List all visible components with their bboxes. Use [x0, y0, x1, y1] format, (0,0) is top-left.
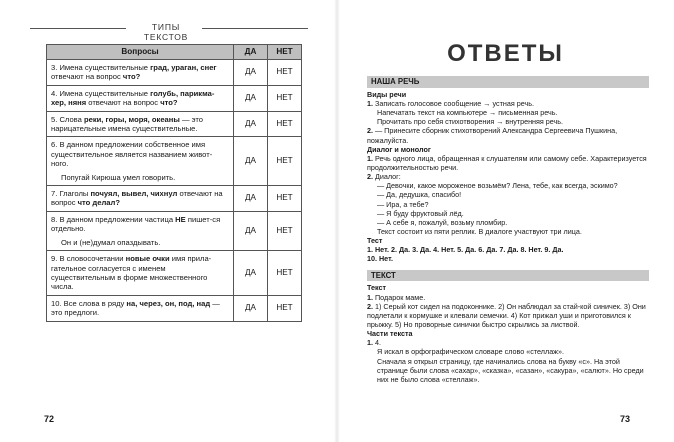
running-head-text: ТИПЫ ТЕКСТОВ [143, 22, 189, 42]
yes-option[interactable]: ДА [234, 60, 268, 86]
question-cell [47, 251, 234, 296]
question-keyword: голубь, парикма-хер, няня [51, 88, 215, 108]
question-fragment: имя прила-гательное согласуется с именем существительным в форме множественного числа. [51, 254, 212, 292]
question-fragment: 6. В данном предложении собственное имя существительное является названием живот-ного. [51, 140, 213, 169]
running-head-rule-left [30, 28, 126, 29]
answer-line [367, 99, 649, 108]
answer-text: Диалог: [373, 172, 401, 182]
table-row [47, 137, 302, 186]
question-keyword: что? [160, 98, 178, 108]
question-keyword: град, ураган, снег [150, 63, 217, 72]
answer-text: — А себе я, пожалуй, возьму пломбир. [377, 217, 508, 227]
answer-number: 1. [367, 99, 373, 109]
question-fragment: 5. Слова [51, 114, 84, 124]
answer-text: Я искал в орфографическом словаре слово «стеллаж». [377, 347, 564, 357]
answer-number: 1. [367, 292, 373, 302]
question-fragment: 3. Имена существительные [51, 63, 151, 72]
answer-text: — Я буду фруктовый лёд. [377, 208, 464, 218]
question-keyword: почуял, вывел, чихнул [90, 189, 178, 199]
question-cell [47, 85, 234, 111]
question-keyword: НЕ [175, 214, 186, 224]
table-row [47, 251, 302, 296]
answer-text: Речь одного лица, обращенная к слушателям или самому себе. Характеризуется продолжительностью речи. [367, 153, 647, 173]
question-keyword: новые очки [125, 254, 170, 264]
yes-option[interactable]: ДА [234, 295, 268, 321]
question-fragment: пишет-ся отдельно. [51, 214, 221, 234]
subheading-text: Текст [367, 283, 387, 293]
running-head-rule-right [202, 28, 308, 29]
answer-line [367, 154, 649, 172]
question-cell [47, 295, 234, 321]
questions-table [46, 44, 302, 322]
answer-number: 2. [367, 301, 373, 311]
question-fragment: отвечают на вопрос [51, 189, 223, 208]
table-header-row [47, 45, 302, 60]
answer-line [367, 126, 649, 144]
text-answers [367, 293, 649, 330]
answer-text: — Принесите сборник стихотворений Александра Сергеевича Пушкина, пожалуйста. [367, 126, 618, 145]
yes-option[interactable]: ДА [234, 85, 268, 111]
subheading-text-parts: Части текста [367, 329, 413, 339]
answer-line [367, 117, 649, 126]
question-text [51, 63, 229, 82]
page-number-right: 73 [619, 414, 630, 424]
answer-text: 1) Серый кот сидел на подоконнике. 2) Он наблюдал за стай-кой синичек. 3) Они подлетали к кормушке и клевали семечки. 4) Кот прижал уши и приготовился к прыжку. 5) Но проворные синички быстро скрылись за листвой. [367, 301, 646, 330]
question-fragment: 7. Глаголы [51, 189, 91, 199]
no-option[interactable]: НЕТ [268, 251, 302, 296]
question-fragment: 10. Все слова в ряду [51, 298, 127, 308]
dialogue-answers [367, 154, 649, 236]
table-row [47, 111, 302, 137]
question-example: Он и (не)думал опаздывать. [61, 237, 161, 247]
answer-line [367, 357, 649, 384]
table-row [47, 186, 302, 212]
answer-line [367, 190, 649, 199]
answer-number: 1. [367, 338, 373, 348]
answer-number: 1. [367, 153, 373, 163]
question-fragment: отвечают на вопрос [86, 98, 161, 108]
header-questions: Вопросы [47, 45, 234, 60]
question-text [51, 115, 229, 134]
answer-line [367, 227, 649, 236]
table-row [47, 295, 302, 321]
yes-option[interactable]: ДА [234, 186, 268, 212]
answer-text: Прочитать про себя стихотворения → внутренняя речь. [377, 117, 564, 127]
right-page [337, 0, 674, 442]
answer-text: — Ира, а тебе? [377, 199, 429, 209]
answer-line [367, 347, 649, 356]
question-keyword: что? [122, 72, 141, 82]
answer-text: 4. [373, 338, 381, 348]
answer-line [367, 209, 649, 218]
answer-text: Сначала я открыл страницу, где начинались слова на букву «с». На этой странице были слова «сахар», «сказка», «сазан», «сакура», «салют». Но среди них не было слова «стеллаж». [377, 356, 644, 384]
subheading-dialogue-monologue: Диалог и монолог [367, 144, 431, 154]
header-yes: ДА [234, 45, 268, 60]
section-heading-our-speech: НАША РЕЧЬ [367, 76, 649, 88]
question-text [51, 215, 229, 234]
answer-line [367, 181, 649, 190]
answer-line [367, 302, 649, 329]
yes-option[interactable]: ДА [234, 137, 268, 186]
question-cell [47, 186, 234, 212]
types-of-speech-answers [367, 99, 649, 145]
answer-text: Текст состоит из пяти реплик. В диалоге участвуют три лица. [377, 227, 582, 236]
questions-body [47, 60, 302, 322]
no-option[interactable]: НЕТ [268, 60, 302, 86]
question-fragment: отвечают на вопрос [51, 72, 123, 82]
answer-line [367, 338, 649, 347]
table-row [47, 211, 302, 250]
header-no: НЕТ [268, 45, 302, 60]
answers-title: ОТВЕТЫ [447, 40, 564, 67]
question-example: Попугай Кирюша умел говорить. [61, 172, 176, 182]
question-cell [47, 60, 234, 86]
yes-option[interactable]: ДА [234, 251, 268, 296]
answer-number: 2. [367, 172, 373, 182]
answer-line [367, 172, 649, 181]
question-fragment: — это предлоги. [51, 298, 220, 318]
test-answer-line: 1. Нет. 2. Да. 3. Да. 4. Нет. 5. Да. 6. Да. 7. Да. 8. Нет. 9. Да. [367, 245, 564, 255]
question-text [51, 89, 229, 108]
question-text [51, 299, 229, 318]
question-fragment: 9. В словосочетании [51, 254, 126, 264]
question-cell [47, 211, 234, 250]
no-option[interactable]: НЕТ [268, 111, 302, 137]
question-cell [47, 111, 234, 137]
question-fragment: 4. Имена существительные [51, 88, 151, 98]
answer-line [367, 218, 649, 227]
no-option[interactable]: НЕТ [268, 137, 302, 186]
subheading-test: Тест [367, 236, 383, 246]
text-parts-answers [367, 338, 649, 384]
answer-number: 2. [367, 126, 373, 136]
question-text [51, 140, 229, 168]
answer-text: — Девочки, какое мороженое возьмём? Лена, тебе, как всегда, эскимо? [377, 181, 618, 191]
yes-option[interactable]: ДА [234, 111, 268, 137]
table-row [47, 60, 302, 86]
page-number-left: 72 [44, 414, 55, 424]
test-answer-line: 10. Нет. [367, 254, 393, 264]
question-keyword: реки, горы, моря, океаны [83, 114, 180, 124]
answers-body [367, 76, 649, 384]
answer-text: Записать голосовое сообщение → устная речь. [373, 99, 534, 109]
subheading-types-of-speech: Виды речи [367, 89, 407, 99]
answer-text: — Да, дедушка, спасибо! [377, 190, 462, 200]
yes-option[interactable]: ДА [234, 211, 268, 250]
no-option[interactable]: НЕТ [268, 211, 302, 250]
question-fragment: — это нарицательные имена существительные. [51, 114, 203, 134]
question-text [51, 189, 229, 208]
question-text [51, 254, 229, 292]
test-answers [367, 245, 649, 263]
no-option[interactable]: НЕТ [268, 186, 302, 212]
answer-line [367, 108, 649, 117]
question-keyword: что делал? [77, 198, 120, 208]
answer-text: Напечатать текст на компьютере → письменная речь. [377, 108, 558, 118]
no-option[interactable]: НЕТ [268, 295, 302, 321]
section-heading-text: ТЕКСТ [367, 270, 649, 282]
answer-line [367, 200, 649, 209]
question-cell [47, 137, 234, 186]
question-fragment: 8. В данном предложении частица [51, 214, 176, 224]
running-head [30, 22, 308, 42]
answer-text: Подарок маме. [373, 292, 426, 302]
no-option[interactable]: НЕТ [268, 85, 302, 111]
question-keyword: на, через, он, под, над [126, 298, 211, 308]
answer-line [367, 293, 649, 302]
table-row [47, 85, 302, 111]
